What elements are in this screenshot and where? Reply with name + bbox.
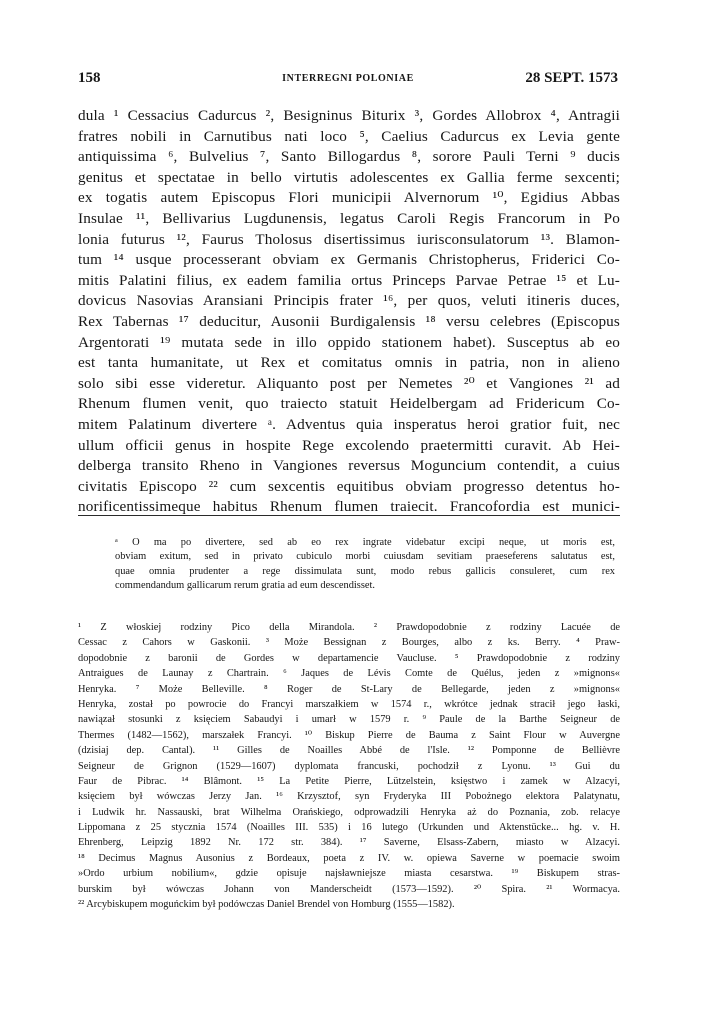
variant-note [115,536,615,594]
footnote-line: nawiązał stosunki z księciem Sabaudyi i umarł w 1579 r. ⁹ Paule de la Barthe Seigneur de [78,714,620,726]
footnote-line: Cessac z Cahors w Gaskonii. ³ Może Bessignan z Bourges, albo z ks. Berry. ⁴ Praw- [78,637,620,649]
variant-note-line: obviam exitum, sed in privato cubiculo morbi cuiusdam sevitiam praeseferens salutatus est, [115,551,615,563]
text-line: antiquissima ⁶, Bulvelius ⁷, Santo Billogardus ⁸, sorore Pauli Terni ⁹ ducis [78,148,620,166]
text-line: genitus et spectatae in bello virtutis adolescentes ex Gallia ferme sexcenti; [78,168,620,186]
text-line: delberga transito Rheno in Vangiones reversus Moguncium contendit, a cuius [78,457,620,475]
footnote-line: (dzisiaj dep. Cantal). ¹¹ Gilles de Noailles Abbé de l'Isle. ¹² Pomponne de Bellièvre [78,745,620,757]
text-line: mitem Palatinum divertere ᵃ. Adventus quia insperatus heroi gratior fuit, nec [78,415,620,433]
footnote-line: Thermes (1482—1562), marszałek Francyi. ¹⁰ Biskup Pierre de Bauma z Saint Flour w Auvergne [78,729,620,741]
footnote-line: Ehrenberg, Leipzig 1892 Nr. 172 str. 384). ¹⁷ Saverne, Elsass-Zabern, miasto w Alzacyi. [78,837,620,849]
variant-note-line: quae omnia prudenter a rege dissimulata sunt, modo rebus gallicis consuleret, cum rex [115,565,615,577]
text-line: Insulae ¹¹, Bellivarius Lugdunensis, legatus Caroli Regis Francorum in Po [78,209,620,227]
text-line: Rex Tabernas ¹⁷ deducitur, Ausonii Burdigalensis ¹⁸ versu celebres (Episcopus [78,312,620,330]
running-title: INTERREGNI POLONIAE [282,73,414,84]
footnote-line: i Ludwik hr. Nassauski, brat Wilhelma Orańskiego, odprowadzili Henryka aż do Poznania, zob. relacye [78,806,620,818]
text-line: tum ¹⁴ usque processerant obviam ex Germanis Christopherus, Friderici Co- [78,251,620,269]
page-number: 158 [78,70,101,86]
text-line: dula ¹ Cessacius Cadurcus ², Besigninus Biturix ³, Gordes Allobrox ⁴, Antragii [78,107,620,124]
footnote-line: burskim był wówczas Johann von Manderscheidt (1573—1592). ²⁰ Spira. ²¹ Wormacya. [78,883,620,895]
footnote-line: Henryka, został po powrocie do Francyi marszałkiem w 1574 r., wkrótce jednak stracił jego łaski, [78,698,620,710]
text-line: Rhenum flumen venit, quo traiecto statuit Heidelbergam ad Fridericum Co- [78,395,620,413]
footnote-line: Lippomana z 25 stycznia 1574 (Noailles III. 535) i 16 lutego (Urkunden und Aktenstücke... hg. v. H. [78,822,620,834]
footnote-line: »Ordo urbium nobilium«, gdzie opisuje najsławniejsze miasta cesarstwa. ¹⁹ Biskupem stras- [78,868,620,880]
text-line: fratres nobili in Carnutibus nati loco ⁵, Caelius Cadurcus ex Levia gente [78,127,620,145]
text-line: mitis Palatini filius, ex eadem familia ortus Princeps Parvae Petrae ¹⁵ et Lu- [78,271,620,289]
text-line: est tanta humanitate, ut Rex et comitatus omnis in patria, non in alieno [78,354,620,372]
footnote-line: Henryka. ⁷ Może Belleville. ⁸ Roger de St-Lary de Bellegarde, jeden z »mignons« [78,683,620,695]
footnote-line: Antraigues de Launay z Chartrain. ⁶ Jaques de Lévis Comte de Quélus, jeden z »mignons« [78,668,620,680]
footnote-line: Faur de Pibrac. ¹⁴ Blâmont. ¹⁵ La Petite Pierre, Lützelstein, księstwo i zamek w Alzacyi, [78,775,620,787]
footnote-rule [78,515,620,516]
text-line: ullum officii genus in hospite Rege excolendo praetermitti curavit. Ab Hei- [78,436,620,454]
variant-note-line: commendandum gallicarum rerum gratia ad eum descendisset. [115,580,375,592]
date-header: 28 SEPT. 1573 [525,70,618,86]
text-line: civitatis Episcopo ²² cum sexcentis equitibus obviam progresso detentus ho- [78,477,620,495]
footnote-line: dopodobnie z baronii de Gordes w departamencie Vaucluse. ⁵ Prawdopodobnie z rodziny [78,652,620,664]
footnote-line: Seigneur de Grignon (1529—1607) dyplomata francuski, pochodził z Lyonu. ¹³ Gui du [78,760,620,772]
text-line: Argentorati ¹⁹ mutata sede in illo oppido stationem habet). Susceptus ab eo [78,333,620,351]
footnote-line: ¹ Z włoskiej rodziny Pico della Mirandola. ² Prawdopodobnie z rodziny Lacuée de [78,622,620,633]
footnote-line: ²² Arcybiskupem moguńckim był podówczas Daniel Brendel von Homburg (1555—1582). [78,899,455,911]
text-line: norificentissimeque habitus Rhenum flumen traiecit. Francofordia est munici- [78,498,620,516]
footnote-line: ¹⁸ Decimus Magnus Ausonius z Bordeaux, poeta z IV. w. opiewa Saverne w poemacie swoim [78,852,620,864]
variant-note-line: ᵃ O ma po divertere, sed ab eo rex ingrate videbatur excipi neque, ut moris est, [115,537,615,548]
footnote-line: księciem był wówczas Jerzy Jan. ¹⁶ Krzysztof, syn Fryderyka III Pobożnego elektora Palatynatu, [78,791,620,803]
main-text [78,106,620,518]
page-header [78,70,618,92]
text-line: ex togatis autem Episcopus Flori municipii Alvernorum ¹⁰, Egidius Abbas [78,189,620,207]
text-line: solo sibi esse videretur. Aliquanto post per Nemetes ²⁰ et Vangiones ²¹ ad [78,374,620,392]
footnotes [78,620,620,912]
text-line: lonia futurus ¹², Faurus Tholosus disertissimus iurisconsulatorum ¹³. Blamon- [78,230,620,248]
text-line: dovicus Nasovias Aransiani Principis frater ¹⁶, per quos, veluti itineris duces, [78,292,620,310]
